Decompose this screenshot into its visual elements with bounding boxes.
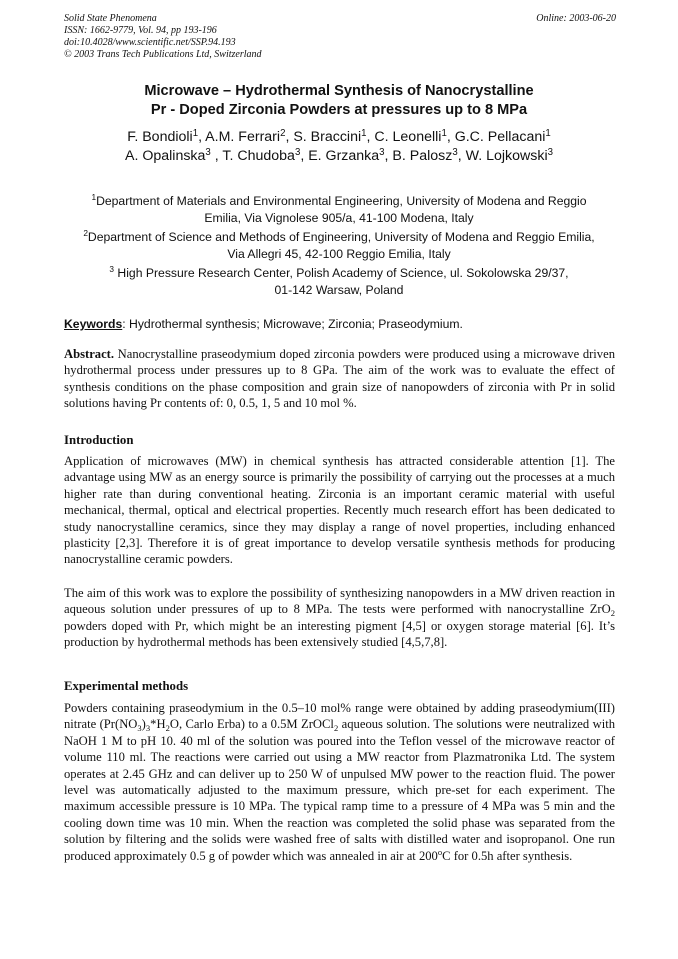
author-affil-mark: 3 xyxy=(547,146,554,158)
author-name: , W. Lojkowski xyxy=(457,148,548,164)
author-affil-mark: 1 xyxy=(441,127,447,139)
paragraph-text: C for 0.5h after synthesis. xyxy=(442,848,573,863)
keywords-line xyxy=(64,316,616,332)
introduction-paragraph-1 xyxy=(64,453,615,568)
journal-header xyxy=(64,13,616,61)
author-list xyxy=(64,128,614,166)
abstract-label: Abstract. xyxy=(64,347,115,361)
affiliation-text: High Pressure Research Center, Polish Academy of Science, ul. Sokolowska 29/37, xyxy=(114,266,569,280)
subscript: 3 xyxy=(145,722,151,733)
affiliation-number: 2 xyxy=(83,228,88,239)
subscript: 2 xyxy=(610,607,615,618)
author-name: , T. Chudoba xyxy=(210,148,295,164)
abstract-text: Nanocrystalline praseodymium doped zirconia powders were produced using a microwave driven hydrothermal process under pressures up to 8 GPa. The aim of the work was to evaluate the effect of synthesis conditions on the phase composition and grain size of nanopowders of zirconia with Pr in solid solutions having Pr contents of: 0, 0.5, 1, 5 and 10 mol %. xyxy=(64,347,615,411)
author-affil-mark: 1 xyxy=(361,127,367,139)
affiliation-text: Emilia, Via Vignolese 905/a, 41-100 Modena, Italy xyxy=(204,210,474,225)
subscript: 2 xyxy=(165,722,170,733)
affiliation-1 xyxy=(64,193,614,226)
author-name: F. Bondioli xyxy=(127,129,193,145)
author-affil-mark: 3 xyxy=(452,146,458,158)
author-line-1 xyxy=(64,128,614,147)
affiliation-number: 1 xyxy=(91,192,97,203)
affiliations xyxy=(64,193,614,301)
copyright-line: © 2003 Trans Tech Publications Ltd, Switzerland xyxy=(64,49,262,60)
issn-line: ISSN: 1662-9779, Vol. 94, pp 193-196 xyxy=(64,25,217,36)
paragraph-text: Powders containing praseodymium in the 0.5–10 mol% range were obtained by adding praseodymium(III) nitrate (Pr(NO xyxy=(64,701,615,732)
abstract xyxy=(64,346,615,412)
affiliation-number: 3 xyxy=(109,264,115,275)
author-affil-mark: 1 xyxy=(192,127,199,139)
paper-title xyxy=(64,82,614,120)
author-affil-mark: 3 xyxy=(294,146,301,158)
author-name: , E. Grzanka xyxy=(300,148,380,164)
degree-superscript: o xyxy=(437,846,443,857)
author-affil-mark: 1 xyxy=(545,127,551,139)
paragraph-text: The aim of this work was to explore the possibility of synthesizing nanopowders in a MW driven reaction in aqueous solution under pressures of up to 8 MPa. The tests were performed with nanocrystalline ZrO xyxy=(64,586,615,617)
affiliation-text: Department of Materials and Environmental Engineering, University of Modena and Reggio xyxy=(96,194,587,208)
paragraph-text: powders doped with Pr, which might be an interesting pigment [4,5] or oxygen storage material [6]. It’s production by hydrothermal methods has been extensively studied [4,5,7,8]. xyxy=(64,618,615,650)
experimental-paragraph xyxy=(64,700,615,864)
online-date: Online: 2003-06-20 xyxy=(536,13,616,24)
affiliation-3 xyxy=(64,265,614,298)
experimental-heading: Experimental methods xyxy=(64,679,189,693)
author-name: , C. Leonelli xyxy=(366,129,442,145)
author-affil-mark: 3 xyxy=(379,146,385,158)
paragraph-text: *H xyxy=(150,717,166,732)
subscript: 2 xyxy=(333,722,339,733)
title-line-1: Microwave – Hydrothermal Synthesis of Nanocrystalline xyxy=(144,83,534,99)
introduction-heading: Introduction xyxy=(64,433,134,447)
paragraph-text: Application of microwaves (MW) in chemical synthesis has attracted considerable attention [1]. The advantage using MW as an energy source is primarily the possibility of carrying out the processes at a much higher rate than during conventional heating. Zirconia is an important ceramic material with useful mechanical, thermal, optical and electrical properties. Recently much research effort has been dedicated to study nanocrystalline ceramics, since they may display a range of novel properties, including enhanced plasticity [2,3]. Therefore it is of great importance to develop versatile synthesis methods for producing nanocrystalline ceramic powders. xyxy=(64,454,615,567)
journal-name: Solid State Phenomena xyxy=(64,13,157,24)
keywords-text: Hydrothermal synthesis; Microwave; Zirconia; Praseodymium. xyxy=(125,317,463,331)
author-line-2 xyxy=(64,147,614,166)
affiliation-2 xyxy=(64,229,614,262)
keywords-label: Keywords xyxy=(64,317,123,331)
author-name: , B. Palosz xyxy=(384,148,453,164)
title-line-2: Pr - Doped Zirconia Powders at pressures up to 8 MPa xyxy=(150,102,528,118)
affiliation-text: Department of Science and Methods of Engineering, University of Modena and Reggio Emilia, xyxy=(87,230,595,244)
doi-line[interactable]: doi:10.4028/www.scientific.net/SSP.94.193 xyxy=(64,37,236,48)
author-name: , S. Braccini xyxy=(285,129,362,145)
author-name: A. Opalinska xyxy=(124,148,206,164)
paragraph-text: aqueous solution. The solutions were neutralized with NaOH 1 M to pH 10. 40 ml of the solution was poured into the Teflon vessel of the microwave reactor of volume 110 ml. The reactions were carried out using a MW reactor from Plazmatronika Ltd. The system operates at 2.45 GHz and can deliver up to 250 W of unpulsed MW power to the reaction fluid. The power level was automatically adjusted to the maximum pressure, which pre-set for each experiment. The maximum accessible pressure is 10 MPa. The typical ramp time to a pressure of 4 MPa was 5 min and the cooling down time was 10 min. When the reaction was completed the solid phase was separated from the solution by filtering and the solids were washed free of salts with distilled water and isopropanol. One run produced approximately 0.5 g of powder which was annealed in air at 200 xyxy=(64,717,615,863)
affiliation-text: 01-142 Warsaw, Poland xyxy=(274,282,404,297)
author-name: , G.C. Pellacani xyxy=(446,129,546,145)
author-affil-mark: 2 xyxy=(280,127,286,139)
keywords-colon: : xyxy=(122,317,126,331)
subscript: 3 xyxy=(137,722,142,733)
affiliation-text: Via Allegri 45, 42-100 Reggio Emilia, Italy xyxy=(227,246,451,261)
paragraph-text: ) xyxy=(141,717,146,732)
paragraph-text: O, Carlo Erba) to a 0.5M ZrOCl xyxy=(169,717,334,732)
introduction-paragraph-2 xyxy=(64,585,615,651)
author-name: , A.M. Ferrari xyxy=(198,129,281,145)
author-affil-mark: 3 xyxy=(205,146,211,158)
